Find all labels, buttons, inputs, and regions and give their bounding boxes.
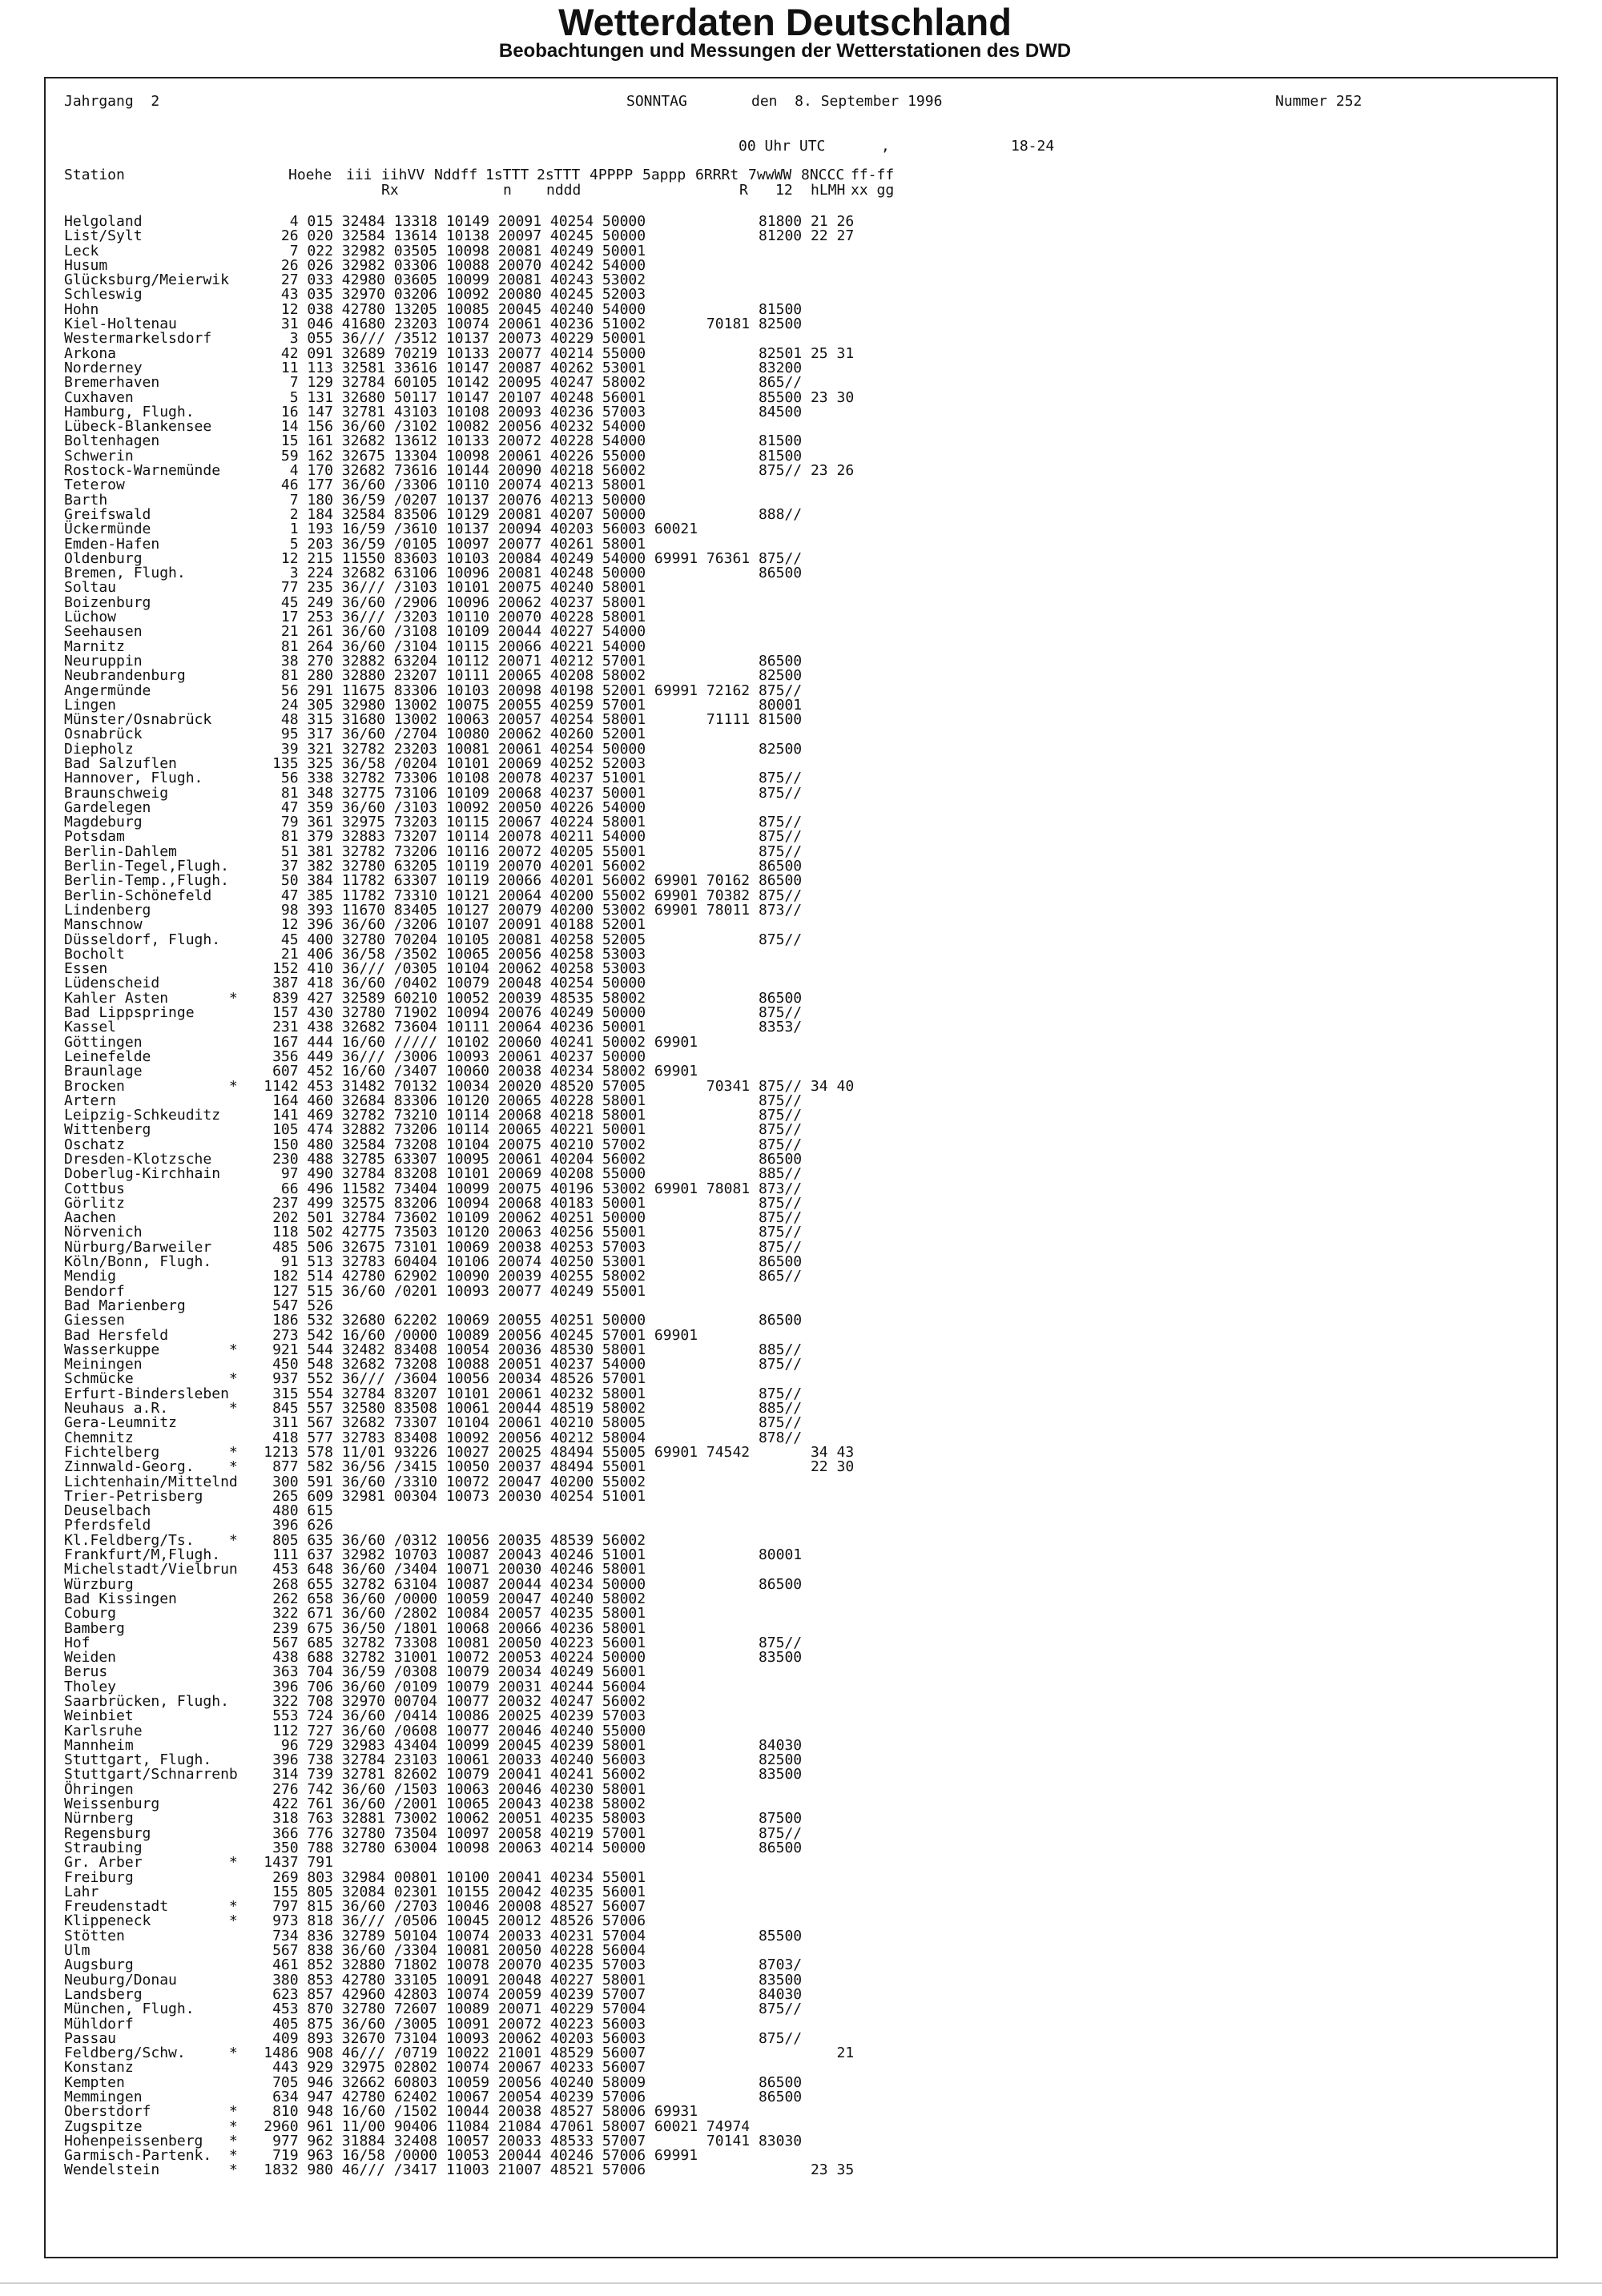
table-row: Diepholz 39 321 32782 23203 10081 20061 40254 50000 82500 [64,740,855,758]
table-row: Saarbrücken, Flugh. 322 708 32970 00704 10077 20032 40247 56002 [64,1692,855,1710]
table-row: Klippeneck * 973 818 36/// /0506 10045 20012 48526 57006 [64,1912,855,1930]
table-row: List/Sylt 26 020 32584 13614 10138 20097 40245 50000 81200 22 27 [64,227,855,245]
table-row: Straubing 350 788 32780 63004 10098 20063 40214 50000 86500 [64,1839,855,1856]
table-row: Teterow 46 177 36/60 /3306 10110 20074 40213 58001 [64,476,855,494]
table-row: Cuxhaven 5 131 32680 50117 10147 20107 40248 56001 85500 23 30 [64,388,855,406]
table-row: Gr. Arber * 1437 791 [64,1854,855,1872]
scan-edge [0,2282,1602,2284]
table-row: Zinnwald-Georg. * 877 582 36/56 /3415 10050 20037 48494 55001 22 30 [64,1458,855,1476]
table-row: Bocholt 21 406 36/58 /3502 10065 20056 40258 53003 [64,945,855,963]
table-row: Neuruppin 38 270 32882 63204 10112 20071 40212 57001 86500 [64,652,855,669]
table-row: Mühldorf 405 875 36/60 /3005 10091 20072 40223 56003 [64,2015,855,2033]
table-row: Artern 164 460 32684 83306 10120 20065 40228 58001 875// [64,1092,855,1109]
table-row: Garmisch-Partenk. * 719 963 16/58 /0000 10053 20044 40246 57006 69991 [64,2147,855,2165]
table-row: Kl.Feldberg/Ts. * 805 635 36/60 /0312 10056 20035 48539 56002 [64,1531,855,1549]
header-station: Station [64,167,125,183]
table-row: Gardelegen 47 359 36/60 /3103 10092 20050 40226 54000 [64,798,855,816]
header-7wwww: 7wwWW [748,167,792,183]
table-row: Schmücke * 937 552 36/// /3604 10056 20034 48526 57001 [64,1370,855,1388]
table-row: Aachen 202 501 32784 73602 10109 20062 40251 50000 875// [64,1209,855,1227]
table-row: Norderney 11 113 32581 33616 10147 20087 40262 53001 83200 [64,359,855,376]
table-row: Freiburg 269 803 32984 00801 10100 20041 40234 55001 [64,1868,855,1886]
table-row: Oschatz 150 480 32584 73208 10104 20075 40210 57002 875// [64,1136,855,1153]
header-5appp: 5appp [642,167,686,183]
table-row: Düsseldorf, Flugh. 45 400 32780 70204 10105 20081 40258 52005 875// [64,931,855,948]
table-row: Lüdenscheid 387 418 36/60 /0402 10079 20048 40254 50000 [64,975,855,992]
day-label: SONNTAG [626,93,687,110]
table-row: Neuhaus a.R. * 845 557 32580 83508 10061 20044 48519 58002 885// [64,1400,855,1417]
issue-number: Nummer 252 [1275,93,1363,110]
table-row: Hannover, Flugh. 56 338 32782 73306 10108 20078 40237 51001 875// [64,770,855,787]
table-row: Seehausen 21 261 36/60 /3108 10109 20044 40227 54000 [64,623,855,641]
table-row: Helgoland 4 015 32484 13318 10149 20091 40254 50000 81800 21 26 [64,213,855,230]
table-row: Lübeck-Blankensee 14 156 36/60 /3102 10082 20056 40232 54000 [64,418,855,436]
table-row: Brocken * 1142 453 31482 70132 10034 20020 48520 57005 70341 875// 34 40 [64,1077,855,1095]
table-row: Hohenpeissenberg * 977 962 31884 32408 10057 20033 48533 57007 70141 83030 [64,2132,855,2149]
table-row: Weinbiet 553 724 36/60 /0414 10086 20025 40239 57003 [64,1707,855,1725]
table-row: Berlin-Dahlem 51 381 32782 73206 10116 20072 40205 55001 875// [64,842,855,860]
table-row: Kassel 231 438 32682 73604 10111 20064 40236 50001 8353/ [64,1019,855,1036]
table-row: Lingen 24 305 32980 13002 10075 20055 40259 57001 80001 [64,696,855,714]
table-row: Wasserkuppe * 921 544 32482 83408 10054 20036 48530 58001 885// [64,1341,855,1358]
table-row: Lichtenhain/Mittelnd 300 591 36/60 /3310 10072 20047 40200 55002 [64,1473,855,1490]
table-row: Marnitz 81 264 36/60 /3104 10115 20066 40221 54000 [64,637,855,655]
table-row: Bad Lippspringe 157 430 32780 71902 10094 20076 40249 50000 875// [64,1004,855,1022]
page-subtitle: Beobachtungen und Messungen der Wetterstationen des DWD [498,40,1072,62]
table-row: Bad Hersfeld 273 542 16/60 /0000 10089 20056 40245 57001 69901 [64,1326,855,1344]
table-row: Bad Salzuflen 135 325 36/58 /0204 10101 20069 40252 52003 [64,754,855,772]
table-row: Stuttgart, Flugh. 396 738 32784 23103 10061 20033 40240 56003 82500 [64,1751,855,1769]
table-row: Glücksburg/Meierwik 27 033 42980 03605 10099 20081 40243 53002 [64,271,855,289]
header-iii: iii [346,167,372,183]
table-row: Kiel-Holtenau 31 046 41680 23203 10074 20061 40236 51002 70181 82500 [64,316,855,333]
separator-mark: , [881,138,890,155]
table-row: Westermarkelsdorf 3 055 36/// /3512 10137 20073 40229 50001 [64,330,855,348]
table-row: Michelstadt/Vielbrun 453 648 36/60 /3404 10071 20030 40246 58001 [64,1561,855,1578]
header-1sttt: 1sTTT [485,167,529,183]
table-row: Boltenhagen 15 161 32682 13612 10133 20072 40228 54000 81500 [64,432,855,450]
table-row: Braunschweig 81 348 32775 73106 10109 20068 40237 50001 875// [64,784,855,802]
table-row: Husum 26 026 32982 03306 10088 20070 40242 54000 [64,256,855,274]
table-row: Feldberg/Schw. * 1486 908 46/// /0719 10022 21001 48529 56007 21 [64,2045,855,2062]
table-row: Magdeburg 79 361 32975 73203 10115 20067 40224 58001 875// [64,814,855,831]
table-row: Weissenburg 422 761 36/60 /2001 10065 20043 40238 58002 [64,1795,855,1813]
table-row: Bremen, Flugh. 3 224 32682 63106 10096 20081 40248 50000 86500 [64,565,855,582]
table-row: Doberlug-Kirchhain 97 490 32784 83208 10101 20069 40208 55000 885// [64,1165,855,1183]
table-row: Wittenberg 105 474 32882 73206 10114 20065 40221 50001 875// [64,1121,855,1139]
station-table [64,215,854,2178]
table-row: Oberstdorf * 810 948 16/60 /1502 10044 20038 48527 58006 69931 [64,2103,855,2121]
table-row: Hof 567 685 32782 73308 10081 20050 40223 56001 875// [64,1634,855,1651]
table-row: Göttingen 167 444 16/60 ///// 10102 20060 40241 50002 69901 [64,1033,855,1051]
table-row: Bremerhaven 7 129 32784 60105 10142 20095 40247 58002 865// [64,374,855,392]
table-row: Bad Kissingen 262 658 36/60 /0000 10059 20047 40240 58002 [64,1590,855,1607]
table-row: Neuburg/Donau 380 853 42780 33105 10091 20048 40227 58001 83500 [64,1971,855,1988]
table-row: Kempten 705 946 32662 60803 10059 20056 40240 58009 86500 [64,2073,855,2091]
table-row: Oldenburg 12 215 11550 83603 10103 20084 40249 54000 69991 76361 875// [64,549,855,567]
header-4pppp: 4PPPP [590,167,634,183]
table-row: Barth 7 180 36/59 /0207 10137 20076 40213 50000 [64,491,855,509]
table-row: Zugspitze * 2960 961 11/00 90406 11084 21084 47061 58007 60021 74974 [64,2117,855,2135]
table-row: Weiden 438 688 32782 31001 10072 20053 40224 50000 83500 [64,1649,855,1667]
table-row: Potsdam 81 379 32883 73207 10114 20078 40211 54000 875// [64,828,855,846]
table-row: Freudenstadt * 797 815 36/60 /2703 10046 20008 48527 56007 [64,1898,855,1916]
table-row: Leinefelde 356 449 36/// /3006 10093 20061 40237 50000 [64,1047,855,1065]
header-rx: Rx [381,182,399,199]
header-12: 12 [775,182,793,199]
table-row: Trier-Petrisberg 265 609 32981 00304 10073 20030 40254 51001 [64,1487,855,1505]
table-row: Nörvenich 118 502 42775 73503 10120 20063 40256 55001 875// [64,1224,855,1241]
table-row: Frankfurt/M,Flugh. 111 637 32982 10703 10087 20043 40246 51001 80001 [64,1546,855,1564]
table-row: Bendorf 127 515 36/60 /0201 10093 20077 40249 55001 [64,1282,855,1300]
table-row: Karlsruhe 112 727 36/60 /0608 10077 20046 40240 55000 [64,1722,855,1739]
header-8nccc: 8NCCC [801,167,845,183]
table-row: Rostock-Warnemünde 4 170 32682 73616 10144 20090 40218 56002 875// 23 26 [64,462,855,480]
table-row: Stuttgart/Schnarrenb 314 739 32781 82602 10079 20041 40241 56002 83500 [64,1766,855,1783]
table-row: Erfurt-Bindersleben 315 554 32784 83207 10101 20061 40232 58001 875// [64,1385,855,1402]
table-row: Angermünde 56 291 11675 83306 10103 20098 40198 52001 69991 72162 875// [64,682,855,699]
table-row: Leck 7 022 32982 03505 10098 20081 40249 50001 [64,242,855,259]
time-range-label: 18-24 [1011,138,1055,155]
header-hlmh: hLMH [811,182,846,199]
table-row: Würzburg 268 655 32782 63104 10087 20044 40234 50000 86500 [64,1575,855,1593]
table-row: Tholey 396 706 36/60 /0109 10079 20031 40244 56004 [64,1678,855,1695]
table-row: Cottbus 66 496 11582 73404 10099 20075 40196 53002 69901 78081 873// [64,1180,855,1197]
table-row: Dresden-Klotzsche 230 488 32785 63307 10095 20061 40204 56002 86500 [64,1151,855,1168]
header-hoehe: Hoehe [288,167,332,183]
table-row: Manschnow 12 396 36/60 /3206 10107 20091 40188 52001 [64,916,855,934]
table-row: Osnabrück 95 317 36/60 /2704 10080 20062 40260 52001 [64,726,855,743]
table-row: Köln/Bonn, Flugh. 91 513 32783 60404 10106 20074 40250 53001 86500 [64,1253,855,1271]
table-row: Meiningen 450 548 32682 73208 10088 20051 40237 54000 875// [64,1356,855,1373]
table-row: Berlin-Tegel,Flugh. 37 382 32780 63205 10119 20070 40201 56002 86500 [64,858,855,875]
header-n: n [503,182,512,199]
header-r: R [739,182,748,199]
table-row: Arkona 42 091 32689 70219 10133 20077 40214 55000 82501 25 31 [64,344,855,362]
table-row: Mannheim 96 729 32983 43404 10099 20045 40239 58001 84030 [64,1736,855,1754]
table-row: Gera-Leumnitz 311 567 32682 73307 10104 20061 40210 58005 875// [64,1414,855,1432]
table-row: Deuselbach 480 615 [64,1502,855,1520]
table-row: Hamburg, Flugh. 16 147 32781 43103 10108 20093 40236 57003 84500 [64,403,855,420]
table-row: Giessen 186 532 32680 62202 10069 20055 40251 50000 86500 [64,1312,855,1329]
table-row: Görlitz 237 499 32575 83206 10094 20068 40183 50001 875// [64,1194,855,1212]
table-row: Mendig 182 514 42780 62902 10090 20039 40255 58002 865// [64,1268,855,1285]
table-row: Lahr 155 805 32084 02301 10155 20042 40235 56001 [64,1883,855,1900]
table-row: Landsberg 623 857 42960 42803 10074 20059 40239 57007 84030 [64,1985,855,2003]
table-row: Regensburg 366 776 32780 73504 10097 20058 40219 57001 875// [64,1824,855,1842]
table-row: Greifswald 2 184 32584 83506 10129 20081 40207 50000 888// [64,505,855,523]
table-row: Berus 363 704 36/59 /0308 10079 20034 40249 56001 [64,1663,855,1681]
header-iihvv: iihVV [381,167,425,183]
table-row: Öhringen 276 742 36/60 /1503 10063 20046 40230 58001 [64,1780,855,1798]
table-row: Memmingen 634 947 42780 62402 10067 20054 40239 57006 86500 [64,2089,855,2105]
table-row: Wendelstein * 1832 980 46/// /3417 11003 21007 48521 57006 23 35 [64,2161,855,2179]
header-nddff: Nddff [434,167,478,183]
table-row: Konstanz 443 929 32975 02802 10074 20067 40233 56007 [64,2059,855,2077]
page-title: Wetterdaten Deutschland [558,1,1012,43]
header-2sttt: 2sTTT [537,167,581,183]
table-row: Kahler Asten * 839 427 32589 60210 10052 20039 48535 58002 86500 [64,989,855,1007]
table-row: Ückermünde 1 193 16/59 /3610 10137 20094 40203 56003 60021 [64,521,855,538]
header-xxgg: xx gg [851,182,895,199]
table-row: Ulm 567 838 36/60 /3304 10081 20050 40228 56004 [64,1942,855,1960]
table-row: Nürburg/Barweiler 485 506 32675 73101 10069 20038 40253 57003 875// [64,1238,855,1256]
table-row: Leipzig-Schkeuditz 141 469 32782 73210 10114 20068 40218 58001 875// [64,1107,855,1124]
table-row: Pferdsfeld 396 626 [64,1517,855,1534]
table-row: Augsburg 461 852 32880 71802 10078 20070 40235 57003 8703/ [64,1956,855,1974]
table-row: Braunlage 607 452 16/60 /3407 10060 20038 40234 58002 69901 [64,1063,855,1080]
table-row: München, Flugh. 453 870 32780 72607 10089 20071 40229 57004 875// [64,2000,855,2018]
table-row: Coburg 322 671 36/60 /2802 10084 20057 40235 58001 [64,1605,855,1622]
jahrgang-label: Jahrgang 2 [64,93,160,110]
table-row: Berlin-Temp.,Flugh. 50 384 11782 63307 10119 20066 40201 56002 69901 70162 86500 [64,872,855,890]
table-row: Passau 409 893 32670 73104 10093 20062 40203 56003 875// [64,2029,855,2047]
table-row: Berlin-Schönefeld 47 385 11782 73310 10121 20064 40200 55002 69901 70382 875// [64,887,855,904]
header-6rrrt: 6RRRt [695,167,739,183]
table-row: Münster/Osnabrück 48 315 31680 13002 10063 20057 40254 58001 71111 81500 [64,711,855,729]
table-row: Stötten 734 836 32789 50104 10074 20033 40231 57004 85500 [64,1927,855,1944]
table-row: Fichtelberg * 1213 578 11/01 93226 10027 20025 48494 55005 69901 74542 34 43 [64,1443,855,1461]
header-nddd: nddd [546,182,582,199]
table-row: Lüchow 17 253 36/// /3203 10110 20070 40228 58001 [64,609,855,626]
table-row: Soltau 77 235 36/// /3103 10101 20075 40240 58001 [64,579,855,597]
table-row: Boizenburg 45 249 36/60 /2906 10096 20062 40237 58001 [64,593,855,611]
time-label: 00 Uhr UTC [739,138,826,155]
date-label: den 8. September 1996 [751,93,943,110]
table-row: Neubrandenburg 81 280 32880 23207 10111 20065 40208 58002 82500 [64,667,855,685]
header-ffff: ff-ff [851,167,895,183]
table-row: Schleswig 43 035 32970 03206 10092 20080 40245 52003 [64,286,855,304]
table-row: Lindenberg 98 393 11670 83405 10127 20079 40200 53002 69901 78011 873// [64,901,855,919]
table-row: Hohn 12 038 42780 13205 10085 20045 40240 54000 81500 [64,300,855,318]
table-row: Chemnitz 418 577 32783 83408 10092 20056 40212 58004 878// [64,1429,855,1446]
table-row: Nürnberg 318 763 32881 73002 10062 20051 40235 58003 87500 [64,1810,855,1828]
table-row: Schwerin 59 162 32675 13304 10098 20061 40226 55000 81500 [64,447,855,464]
table-row: Bamberg 239 675 36/50 /1801 10068 20066 40236 58001 [64,1619,855,1637]
table-row: Emden-Hafen 5 203 36/59 /0105 10097 20077 40261 58001 [64,535,855,553]
table-row: Essen 152 410 36/// /0305 10104 20062 40258 53003 [64,960,855,978]
table-row: Bad Marienberg 547 526 [64,1297,855,1314]
